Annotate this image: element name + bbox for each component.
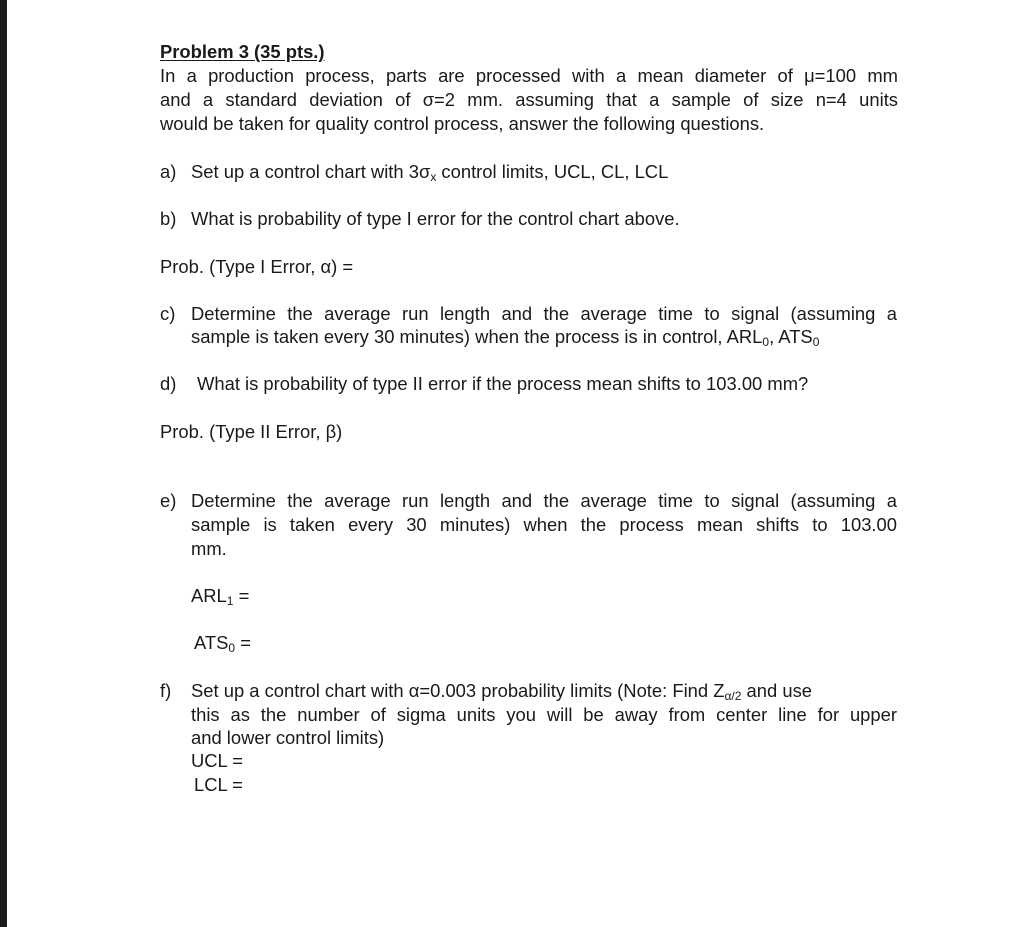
ats0-eq: = xyxy=(235,632,251,653)
part-f-z-sub: α/2 xyxy=(724,689,742,703)
part-a-text-before: Set up a control chart with 3σ xyxy=(191,161,431,182)
arl1-eq: = xyxy=(233,585,250,606)
part-f-line-1-before: Set up a control chart with α=0.003 probability limits (Note: Find Z xyxy=(191,680,725,701)
part-e-line-1: Determine the average run length and the average time to signal (assuming a xyxy=(191,490,897,511)
part-f-line-3: and lower control limits) xyxy=(191,727,385,748)
part-a-text xyxy=(191,160,668,184)
part-c-line-1: Determine the average run length and the average time to signal (assuming a xyxy=(191,303,897,324)
part-c-label: c) xyxy=(160,303,176,324)
prob-alpha-line: Prob. (Type I Error, α) = xyxy=(160,256,354,277)
ats0-sub: 0 xyxy=(228,641,236,655)
arl1-label: ARL xyxy=(191,585,227,606)
part-f-line-1-after: and use xyxy=(741,680,812,701)
part-b-text: What is probability of type I error for the control chart above. xyxy=(191,208,680,229)
intro-line-3: would be taken for quality control process, answer the following questions. xyxy=(160,113,765,134)
part-a-subscript: x xyxy=(430,170,437,184)
part-e-line-3: mm. xyxy=(191,538,227,559)
part-c-line-2-text: sample is taken every 30 minutes) when the process is in control, ARL xyxy=(191,326,763,347)
part-d-text: What is probability of type II error if the process mean shifts to 103.00 mm? xyxy=(197,373,809,394)
ucl-line: UCL = xyxy=(191,750,243,771)
part-c-arl0-sub: 0 xyxy=(762,335,770,349)
part-d-label: d) xyxy=(160,373,177,394)
part-a-text-after: control limits, UCL, CL, LCL xyxy=(436,161,669,182)
part-b-label: b) xyxy=(160,208,177,229)
lcl-line: LCL = xyxy=(194,774,243,795)
arl1-sub: 1 xyxy=(226,594,234,608)
part-f-line-2: this as the number of sigma units you will be away from center line for upper xyxy=(191,704,897,725)
part-c-line-2 xyxy=(191,325,819,349)
part-f-label: f) xyxy=(160,680,172,701)
intro-line-1: In a production process, parts are processed with a mean diameter of μ=100 mm xyxy=(160,65,898,86)
part-a-label: a) xyxy=(160,161,177,182)
prob-beta-line: Prob. (Type II Error, β) xyxy=(160,421,343,442)
ats0-line xyxy=(194,631,251,655)
arl1-line xyxy=(191,584,249,608)
part-e-label: e) xyxy=(160,490,177,511)
ats0-label: ATS xyxy=(194,632,229,653)
part-c-line-2-mid: , ATS xyxy=(769,326,813,347)
part-f-line-1 xyxy=(191,679,812,703)
intro-line-2: and a standard deviation of σ=2 mm. assuming that a sample of size n=4 units xyxy=(160,89,898,110)
part-c-ats0-sub: 0 xyxy=(812,335,820,349)
part-e-line-2: sample is taken every 30 minutes) when the process mean shifts to 103.00 xyxy=(191,514,897,535)
problem-title: Problem 3 (35 pts.) xyxy=(160,41,325,62)
